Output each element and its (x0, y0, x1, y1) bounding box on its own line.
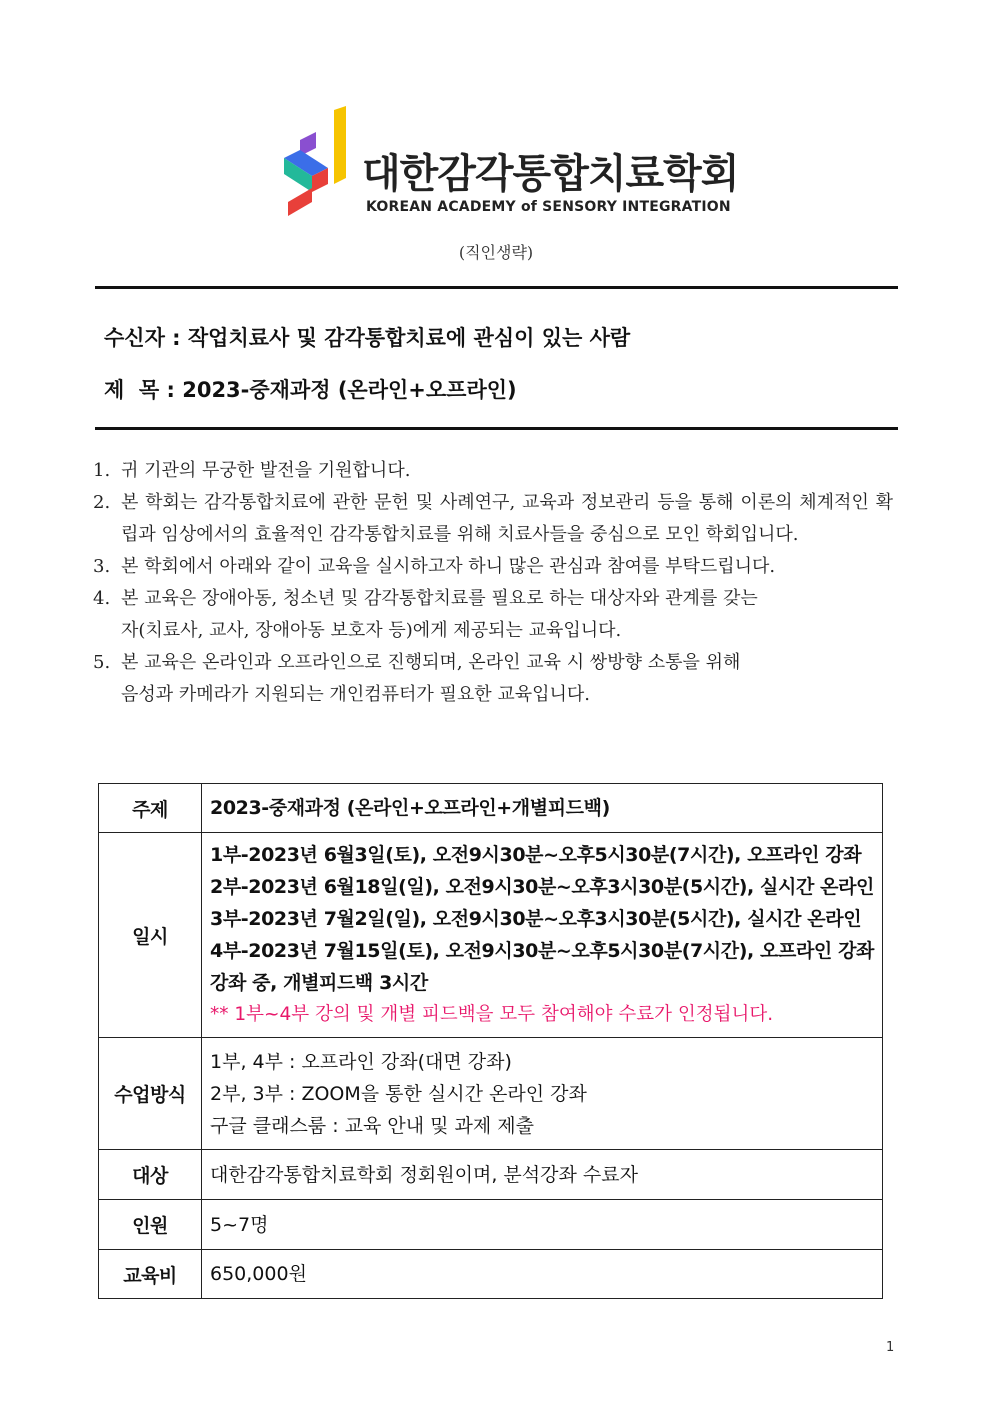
fee-label: 교육비 (99, 1250, 202, 1299)
method-label: 수업방식 (99, 1038, 202, 1150)
list-item-number: 4. (93, 588, 111, 609)
list-item (93, 583, 893, 647)
header-top-rule (95, 286, 898, 289)
target-label: 대상 (99, 1150, 202, 1200)
method-value (202, 1038, 883, 1150)
capacity-label: 인원 (99, 1200, 202, 1250)
seal-note: (직인생략) (458, 243, 534, 262)
list-item-line: 본 교육은 장애아동, 청소년 및 감각통합치료를 필요로 하는 대상자와 관계를 갖는 (121, 588, 758, 609)
academy-name-english: KOREAN ACADEMY of SENSORY INTEGRATION (366, 199, 731, 215)
list-item-line: 음성과 카메라가 지원되는 개인컴퓨터가 필요한 교육입니다. (121, 684, 591, 705)
schedule-value (202, 833, 883, 1038)
method-line: 구글 클래스룸 : 교육 안내 및 과제 제출 (210, 1114, 534, 1137)
table-row (99, 1038, 883, 1150)
list-item (93, 455, 893, 487)
list-item-number: 5. (93, 652, 111, 673)
list-item (93, 487, 893, 551)
method-line: 1부, 4부 : 오프라인 강좌(대면 강좌) (210, 1050, 512, 1073)
table-row (99, 1150, 883, 1200)
method-line: 2부, 3부 : ZOOM을 통한 실시간 온라인 강좌 (210, 1082, 587, 1105)
list-item-number: 2. (93, 492, 111, 513)
course-info-table (98, 783, 883, 1299)
schedule-line: 4부-2023년 7월15일(토), 오전9시30분~오후5시30분(7시간), 오프라인 강좌 (210, 940, 874, 962)
schedule-line: 3부-2023년 7월2일(일), 오전9시30분~오후3시30분(5시간), 실시간 온라인 (210, 908, 862, 930)
table-row (99, 1250, 883, 1299)
academy-name-korean: 대한감각통합치료학회 (362, 151, 739, 197)
completion-notice: ** 1부~4부 강의 및 개별 피드백을 모두 참여해야 수료가 인정됩니다. (210, 1004, 774, 1025)
fee-value: 650,000원 (202, 1250, 883, 1299)
recipient-line: 수신자 : 작업치료사 및 감각통합치료에 관심이 있는 사람 (104, 326, 631, 350)
list-item (93, 647, 893, 711)
academy-logo-mark-icon (282, 106, 348, 216)
body-paragraphs (93, 455, 893, 711)
list-item (93, 551, 893, 583)
page-number: 1 (886, 1340, 895, 1355)
table-row (99, 1200, 883, 1250)
schedule-line: 2부-2023년 6월18일(일), 오전9시30분~오후3시30분(5시간), 실시간 온라인 (210, 876, 874, 898)
list-item-number: 3. (93, 556, 111, 577)
list-item-number: 1. (93, 460, 111, 481)
schedule-label: 일시 (99, 833, 202, 1038)
list-item-text: 본 학회에서 아래와 같이 교육을 실시하고자 하니 많은 관심과 참여를 부탁드립니다. (121, 556, 776, 577)
table-row (99, 833, 883, 1038)
table-row (99, 784, 883, 833)
header-bottom-rule (95, 427, 898, 430)
list-item-line: 자(치료사, 교사, 장애아동 보호자 등)에게 제공되는 교육입니다. (121, 620, 622, 641)
list-item-text: 귀 기관의 무궁한 발전을 기원합니다. (121, 460, 411, 481)
topic-value: 2023-중재과정 (온라인+오프라인+개별피드백) (202, 784, 883, 833)
schedule-line: 강좌 중, 개별피드백 3시간 (210, 972, 428, 994)
list-item-text: 본 학회는 감각통합치료에 관한 문헌 및 사례연구, 교육과 정보관리 등을 통해 이론의 체계적인 확립과 임상에서의 효율적인 감각통합치료를 위해 치료사들을 중심으로 모인 학회입니다. (121, 492, 893, 545)
list-item-line: 본 교육은 온라인과 오프라인으로 진행되며, 온라인 교육 시 쌍방향 소통을 위해 (121, 652, 741, 673)
subject-line: 제 목 : 2023-중재과정 (온라인+오프라인) (104, 378, 517, 402)
capacity-value: 5~7명 (202, 1200, 883, 1250)
target-value: 대한감각통합치료학회 정회원이며, 분석강좌 수료자 (202, 1150, 883, 1200)
topic-label: 주제 (99, 784, 202, 833)
schedule-line: 1부-2023년 6월3일(토), 오전9시30분~오후5시30분(7시간), 오프라인 강좌 (210, 844, 862, 866)
